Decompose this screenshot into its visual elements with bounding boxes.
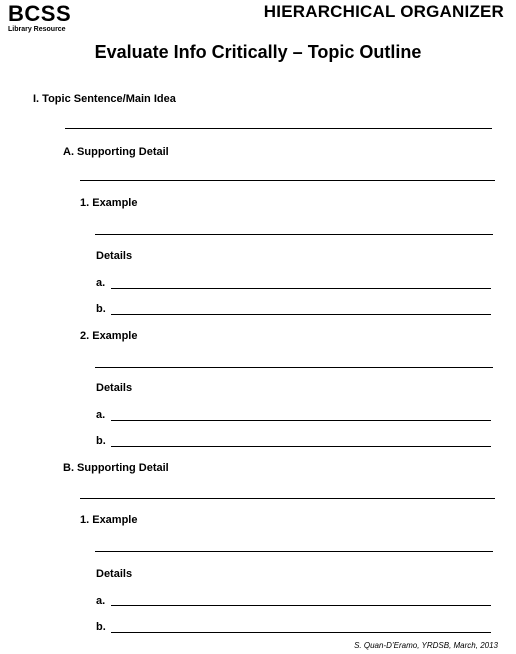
example-a2-label: 2. Example (80, 330, 138, 342)
detail-a2-b-line[interactable] (111, 446, 491, 447)
example-a1-line[interactable] (95, 234, 493, 235)
detail-a2-b-label: b. (96, 435, 106, 447)
details-a2-label: Details (96, 382, 133, 394)
supporting-detail-a-label: A. Supporting Detail (63, 146, 169, 158)
details-b1-label: Details (96, 568, 133, 580)
detail-a1-a-line[interactable] (111, 288, 491, 289)
example-b1-label: 1. Example (80, 514, 138, 526)
supporting-detail-a-line[interactable] (80, 180, 495, 181)
author-credit: S. Quan-D’Eramo, YRDSB, March, 2013 (354, 641, 498, 650)
detail-b1-b-line[interactable] (111, 632, 491, 633)
detail-a1-b-label: b. (96, 303, 106, 315)
detail-a2-a-label: a. (96, 409, 106, 421)
supporting-detail-b-line[interactable] (80, 498, 495, 499)
details-a1-label: Details (96, 250, 133, 262)
example-a2-line[interactable] (95, 367, 493, 368)
logo: BCSS (8, 1, 72, 26)
logo-subtitle: Library Resource (8, 26, 66, 33)
detail-a1-b-line[interactable] (111, 314, 491, 315)
page-title: Evaluate Info Critically – Topic Outline (94, 42, 422, 62)
detail-a2-a-line[interactable] (111, 420, 491, 421)
document-type-heading: HIERARCHICAL ORGANIZER (263, 2, 504, 21)
supporting-detail-b-label: B. Supporting Detail (63, 462, 169, 474)
detail-a1-a-label: a. (96, 277, 106, 289)
example-b1-line[interactable] (95, 551, 493, 552)
topic-sentence-line[interactable] (65, 128, 492, 129)
detail-b1-b-label: b. (96, 621, 106, 633)
example-a1-label: 1. Example (80, 197, 138, 209)
detail-b1-a-line[interactable] (111, 605, 491, 606)
topic-sentence-label: I. Topic Sentence/Main Idea (33, 93, 176, 105)
detail-b1-a-label: a. (96, 595, 106, 607)
